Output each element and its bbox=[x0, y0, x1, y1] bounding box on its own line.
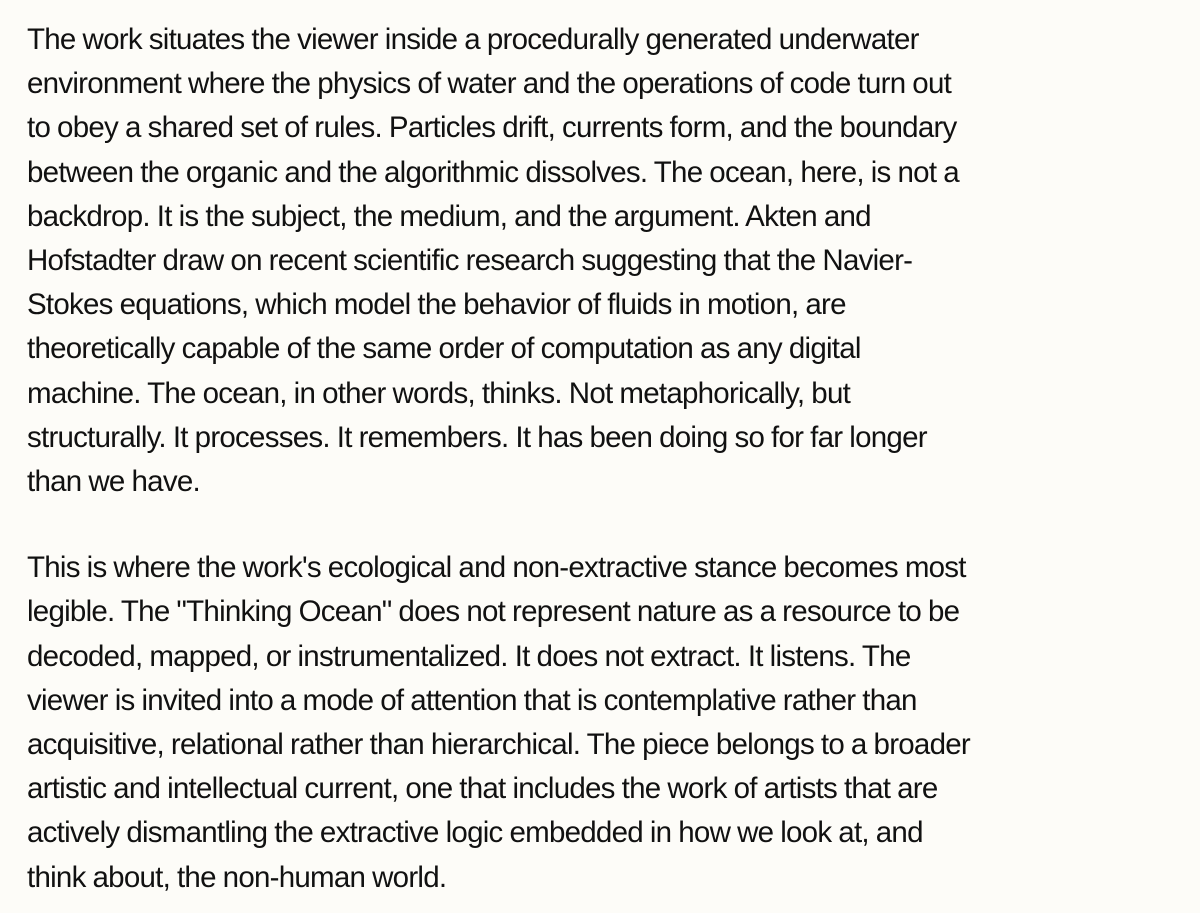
text-line: Stokes equations, which model the behavior of fluids in motion, are bbox=[27, 288, 846, 322]
text-line: Hofstadter draw on recent scientific research suggesting that the Navier- bbox=[27, 244, 913, 278]
text-line: theoretically capable of the same order of computation as any digital bbox=[27, 332, 861, 366]
text-line: to obey a shared set of rules. Particles drift, currents form, and the boundary bbox=[27, 111, 957, 145]
text-line: than we have. bbox=[27, 465, 200, 499]
text-line: This is where the work's ecological and non-extractive stance becomes most bbox=[27, 551, 966, 585]
text-line: artistic and intellectual current, one that includes the work of artists that are bbox=[27, 772, 938, 806]
text-line: backdrop. It is the subject, the medium, and the argument. Akten and bbox=[27, 199, 871, 233]
text-line: environment where the physics of water and the operations of code turn out bbox=[27, 67, 952, 101]
text-line: acquisitive, relational rather than hierarchical. The piece belongs to a broader bbox=[27, 728, 970, 762]
text-line: actively dismantling the extractive logic embedded in how we look at, and bbox=[27, 816, 923, 850]
text-line: decoded, mapped, or instrumentalized. It does not extract. It listens. The bbox=[27, 639, 911, 673]
paragraph-1 bbox=[27, 18, 1170, 504]
text-line: machine. The ocean, in other words, thinks. Not metaphorically, but bbox=[27, 376, 851, 410]
paragraph-2 bbox=[27, 546, 1170, 900]
text-line: viewer is invited into a mode of attention that is contemplative rather than bbox=[27, 683, 917, 717]
text-line: between the organic and the algorithmic dissolves. The ocean, here, is not a bbox=[27, 155, 959, 189]
text-line: legible. The "Thinking Ocean" does not represent nature as a resource to be bbox=[27, 595, 960, 629]
text-line: structurally. It processes. It remembers. It has been doing so for far longer bbox=[27, 420, 927, 454]
text-line: The work situates the viewer inside a procedurally generated underwater bbox=[27, 23, 919, 56]
text-line: think about, the non-human world. bbox=[27, 860, 447, 894]
